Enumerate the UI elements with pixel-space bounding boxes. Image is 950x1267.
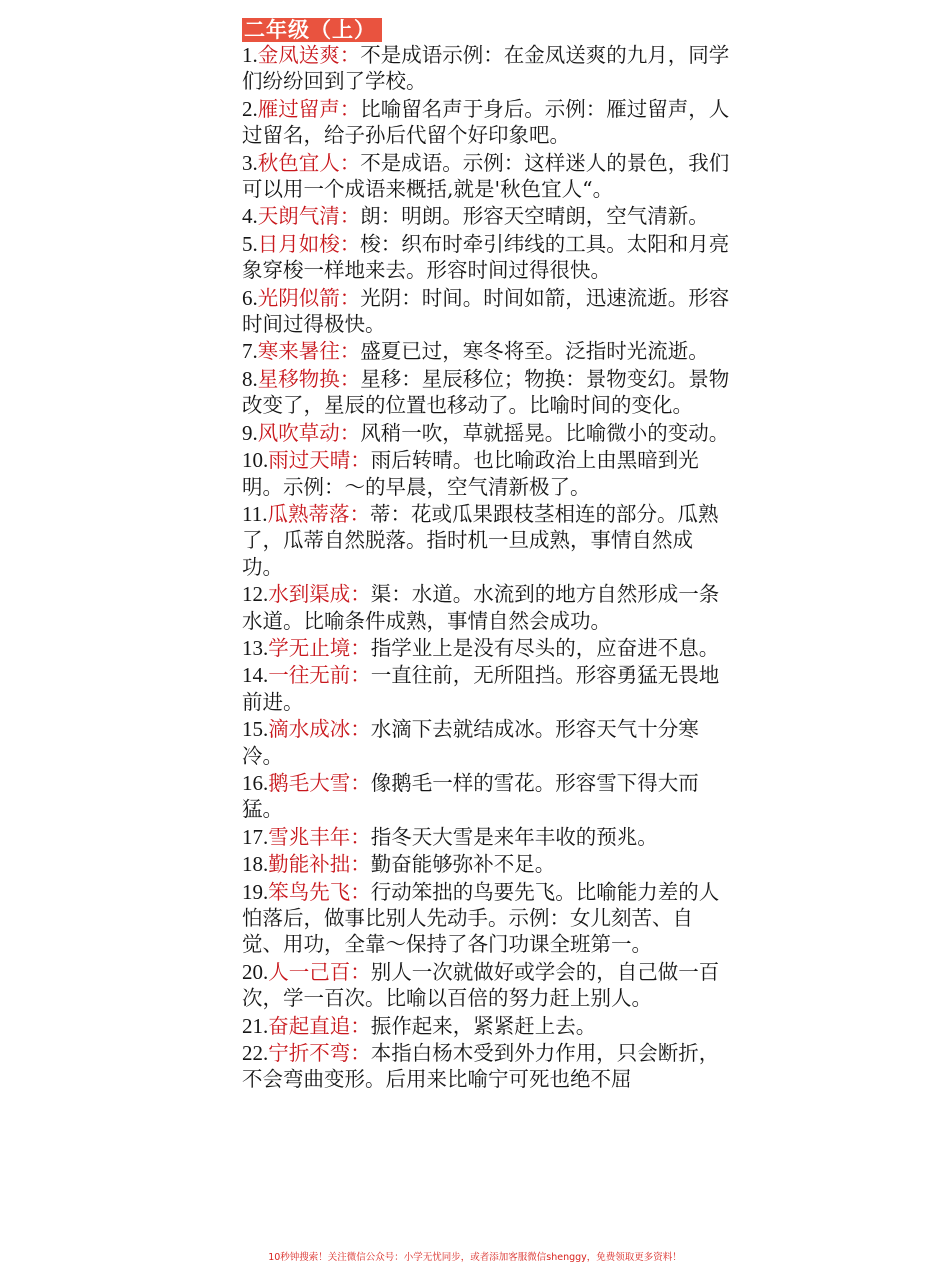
- idiom-definition: 雨后转晴。也比喻政治上由黑暗到光明。示例：～的早晨，空气清新极了。: [242, 448, 699, 499]
- idiom-term: 雪兆丰年: [268, 824, 351, 849]
- idiom-definition: 不是成语示例：在金凤送爽的九月，同学们纷纷回到了学校。: [242, 43, 730, 94]
- idiom-entry: [242, 150, 732, 203]
- idiom-term: 寒来暑往: [257, 339, 340, 364]
- idiom-term: 鹅毛大雪: [268, 770, 351, 795]
- entry-number: 4.: [242, 204, 258, 229]
- idiom-definition: 盛夏已过，寒冬将至。泛指时光流逝。: [360, 339, 709, 364]
- idiom-term: 秋色宜人: [257, 150, 340, 175]
- idiom-list: [242, 42, 732, 1093]
- entry-number: 1.: [242, 43, 258, 67]
- entry-number: 13.: [242, 635, 269, 660]
- idiom-entry: [242, 662, 732, 715]
- entry-number: 14.: [242, 663, 269, 688]
- idiom-term: 星移物换: [257, 366, 340, 391]
- term-colon: ：: [350, 852, 371, 877]
- idiom-entry: [242, 203, 732, 229]
- entry-number: 8.: [242, 366, 258, 391]
- idiom-entry: [242, 851, 732, 877]
- idiom-definition: 渠：水道。水流到的地方自然形成一条水道。比喻条件成熟，事情自然会成功。: [242, 582, 720, 633]
- term-colon: ：: [339, 339, 361, 364]
- idiom-term: 瓜熟蒂落: [267, 501, 350, 526]
- idiom-entry: [242, 420, 732, 446]
- idiom-definition: 振作起来，紧紧赶上去。: [370, 1013, 597, 1038]
- idiom-term: 宁折不弯: [268, 1041, 351, 1066]
- term-colon: ：: [349, 501, 370, 526]
- term-colon: ：: [350, 635, 371, 660]
- idiom-entry: [242, 824, 732, 850]
- footer-watermark-text: 10秒钟搜索！关注微信公众号：小学无忧同步，或者添加客服微信shenggy，免费领取更多资料！: [268, 1252, 682, 1263]
- term-colon: ：: [339, 285, 361, 310]
- idiom-entry: [242, 338, 732, 364]
- entry-number: 2.: [242, 96, 258, 121]
- term-colon: ：: [350, 582, 371, 607]
- term-colon: ：: [339, 420, 361, 445]
- entry-number: 6.: [242, 285, 258, 310]
- idiom-definition: 行动笨拙的鸟要先飞。比喻能力差的人怕落后，做事比别人先动手。示例：女儿刻苦、自觉、用功，全靠～保持了各门功课全班第一。: [242, 879, 720, 957]
- idiom-entry: [242, 770, 732, 823]
- term-colon: ：: [350, 1013, 371, 1038]
- entry-number: 12.: [242, 582, 269, 607]
- idiom-term: 勤能补拙: [268, 852, 351, 877]
- entry-number: 5.: [242, 231, 258, 256]
- entry-number: 22.: [242, 1041, 269, 1066]
- idiom-definition: 一直往前，无所阻挡。形容勇猛无畏地前进。: [242, 663, 720, 714]
- idiom-definition: 像鹅毛一样的雪花。形容雪下得大而猛。: [242, 770, 699, 822]
- idiom-entry: [242, 42, 732, 95]
- entry-number: 18.: [242, 852, 269, 877]
- entry-number: 9.: [242, 420, 258, 445]
- term-colon: ：: [350, 717, 371, 742]
- idiom-definition: 指冬天大雪是来年丰收的预兆。: [370, 824, 658, 849]
- idiom-term: 天朗气清: [257, 204, 340, 229]
- term-colon: ：: [339, 96, 361, 121]
- entry-number: 7.: [242, 339, 258, 364]
- term-colon: ：: [350, 1041, 371, 1066]
- idiom-entry: [242, 501, 732, 580]
- idiom-term: 学无止境: [268, 635, 351, 660]
- idiom-entry: [242, 366, 732, 419]
- idiom-entry: [242, 959, 732, 1012]
- entry-number: 15.: [242, 717, 269, 742]
- idiom-term: 雁过留声: [257, 96, 340, 121]
- entry-number: 10.: [242, 448, 269, 473]
- idiom-term: 奋起直追: [268, 1013, 351, 1038]
- idiom-term: 光阴似箭: [257, 285, 340, 310]
- idiom-definition: 勤奋能够弥补不足。: [370, 852, 556, 877]
- term-colon: ：: [350, 448, 371, 473]
- entry-number: 20.: [242, 959, 269, 984]
- entry-number: 17.: [242, 824, 269, 849]
- idiom-term: 一往无前: [268, 663, 351, 688]
- idiom-term: 人一己百: [268, 959, 351, 984]
- term-colon: ：: [350, 663, 371, 688]
- term-colon: ：: [339, 43, 361, 67]
- term-colon: ：: [339, 150, 361, 175]
- term-colon: ：: [350, 770, 371, 795]
- idiom-definition: 风稍一吹，草就摇晃。比喻微小的变动。: [360, 420, 730, 445]
- idiom-term: 日月如梭: [257, 231, 340, 256]
- idiom-entry: [242, 231, 732, 284]
- entry-number: 11.: [242, 501, 268, 526]
- idiom-entry: [242, 635, 732, 661]
- term-colon: ：: [339, 231, 361, 256]
- idiom-definition: 梭：织布时牵引纬线的工具。太阳和月亮象穿梭一样地来去。形容时间过得很快。: [242, 231, 730, 283]
- idiom-entry: [242, 1040, 732, 1093]
- entry-number: 21.: [242, 1013, 269, 1038]
- idiom-term: 笨鸟先飞: [268, 879, 351, 904]
- idiom-definition: 星移：星辰移位；物换：景物变幻。景物改变了，星辰的位置也移动了。比喻时间的变化。: [242, 366, 730, 418]
- term-colon: ：: [350, 824, 371, 849]
- idiom-term: 滴水成冰: [268, 717, 351, 742]
- idiom-entry: [242, 285, 732, 338]
- entry-number: 19.: [242, 879, 269, 904]
- idiom-definition: 别人一次就做好或学会的，自己做一百次，学一百次。比喻以百倍的努力赶上别人。: [242, 959, 720, 1011]
- idiom-entry: [242, 96, 732, 149]
- idiom-entry: [242, 581, 732, 634]
- idiom-definition: 水滴下去就结成冰。形容天气十分寒冷。: [242, 717, 699, 768]
- idiom-term: 水到渠成: [268, 582, 351, 607]
- grade-title: 二年级（上）: [242, 18, 382, 42]
- idiom-entry: [242, 1013, 732, 1039]
- idiom-definition: 不是成语。示例：这样迷人的景色，我们可以用一个成语来概括,就是'秋色宜人“。: [242, 150, 730, 202]
- idiom-term: 雨过天晴: [268, 448, 351, 473]
- idiom-definition: 本指白杨木受到外力作用，只会断折，不会弯曲变形。后用来比喻宁可死也绝不屈: [242, 1041, 720, 1092]
- idiom-definition: 比喻留名声于身后。示例：雁过留声，人过留名，给子孙后代留个好印象吧。: [242, 96, 730, 148]
- document-page: [242, 18, 732, 1094]
- idiom-entry: [242, 879, 732, 958]
- idiom-definition: 朗：明朗。形容天空晴朗，空气清新。: [360, 204, 709, 229]
- idiom-term: 风吹草动: [257, 420, 340, 445]
- idiom-definition: 蒂：花或瓜果跟枝茎相连的部分。瓜熟了，瓜蒂自然脱落。指时机一旦成熟，事情自然成功。: [242, 501, 719, 579]
- entry-number: 3.: [242, 150, 258, 175]
- idiom-definition: 光阴：时间。时间如箭，迅速流逝。形容时间过得极快。: [242, 285, 730, 337]
- term-colon: ：: [339, 366, 361, 391]
- entry-number: 16.: [242, 770, 269, 795]
- idiom-entry: [242, 716, 732, 769]
- idiom-term: 金凤送爽: [257, 43, 340, 67]
- term-colon: ：: [350, 879, 371, 904]
- idiom-entry: [242, 447, 732, 500]
- idiom-definition: 指学业上是没有尽头的，应奋进不息。: [370, 635, 720, 660]
- term-colon: ：: [350, 959, 371, 984]
- term-colon: ：: [339, 204, 361, 229]
